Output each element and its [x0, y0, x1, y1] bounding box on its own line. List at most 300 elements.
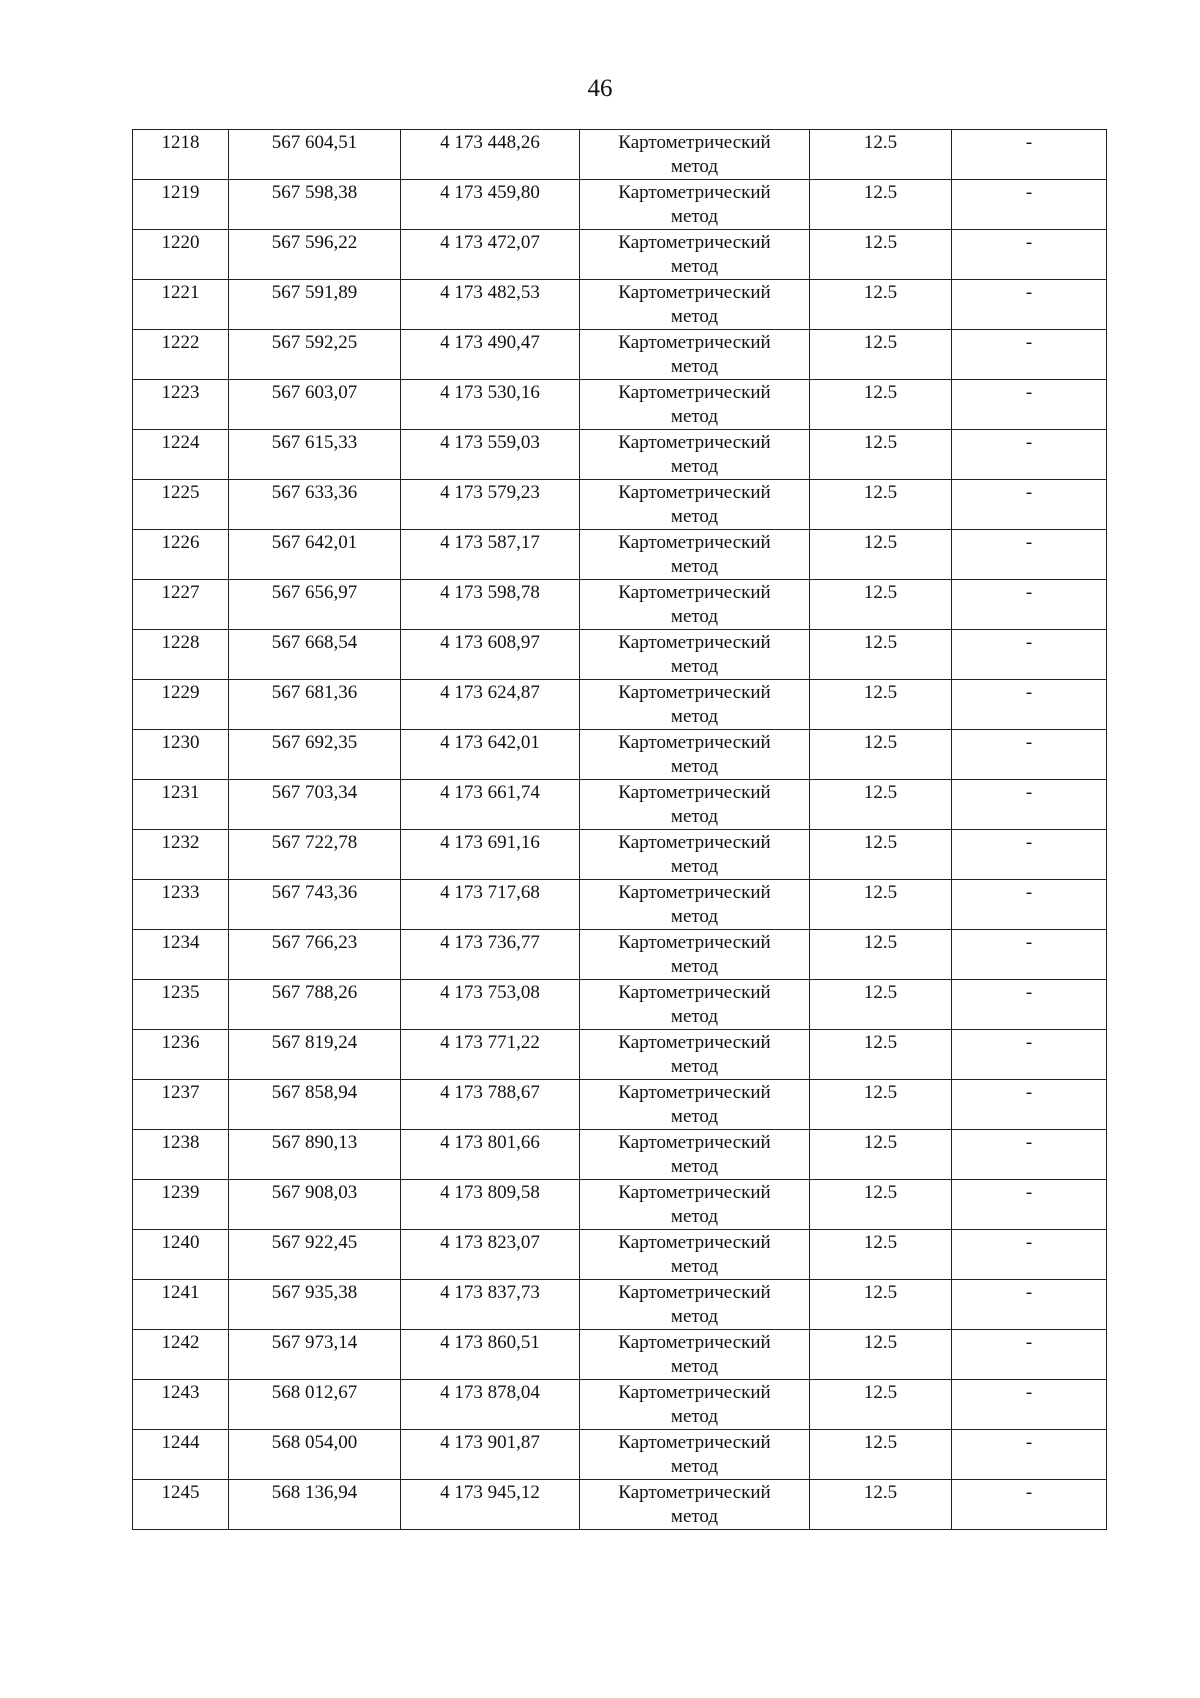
description-cell [952, 1130, 1107, 1180]
description-cell [952, 1330, 1107, 1380]
method-cell [580, 530, 810, 580]
description-text: - [1025, 682, 1033, 703]
method-text-line1: Картометрический [618, 1382, 771, 1403]
accuracy-text: 12.5 [863, 832, 898, 853]
accuracy-text: 12.5 [863, 132, 898, 153]
y-coordinate-cell [401, 780, 580, 830]
y-coordinate-text: 4 173 753,08 [440, 982, 540, 1003]
accuracy-cell [810, 1430, 952, 1480]
point-number-text: 1233 [161, 882, 200, 903]
table-row [133, 880, 1107, 930]
method-text-line1: Картометрический [618, 1082, 771, 1103]
point-number-cell [133, 130, 229, 180]
point-number-cell [133, 180, 229, 230]
x-coordinate-cell [229, 280, 401, 330]
x-coordinate-cell [229, 1080, 401, 1130]
x-coordinate-cell [229, 1430, 401, 1480]
table-row [133, 830, 1107, 880]
description-cell [952, 380, 1107, 430]
method-text-line2: метод [670, 1406, 719, 1427]
accuracy-text: 12.5 [863, 632, 898, 653]
x-coordinate-cell [229, 780, 401, 830]
y-coordinate-cell [401, 980, 580, 1030]
y-coordinate-text: 4 173 823,07 [440, 1232, 540, 1253]
page-number: 46 [587, 75, 613, 102]
point-number-text: 1241 [161, 1282, 200, 1303]
table-row [133, 480, 1107, 530]
y-coordinate-cell [401, 1280, 580, 1330]
method-text-line2: метод [670, 656, 719, 677]
accuracy-text: 12.5 [863, 582, 898, 603]
method-cell [580, 580, 810, 630]
description-cell [952, 1180, 1107, 1230]
table-row [133, 1480, 1107, 1530]
description-cell [952, 1280, 1107, 1330]
point-number-text: 1240 [161, 1232, 200, 1253]
table-row [133, 630, 1107, 680]
method-text-line2: метод [670, 556, 719, 577]
description-cell [952, 680, 1107, 730]
method-cell [580, 180, 810, 230]
y-coordinate-cell [401, 580, 580, 630]
description-text: - [1025, 182, 1033, 203]
point-number-text: 1244 [161, 1432, 200, 1453]
y-coordinate-cell [401, 830, 580, 880]
method-text-line2: метод [670, 156, 719, 177]
method-text-line1: Картометрический [618, 1232, 771, 1253]
x-coordinate-cell [229, 830, 401, 880]
method-text-line2: метод [670, 1256, 719, 1277]
accuracy-text: 12.5 [863, 532, 898, 553]
accuracy-cell [810, 730, 952, 780]
point-number-cell [133, 430, 229, 480]
x-coordinate-text: 567 703,34 [271, 782, 358, 803]
table-row [133, 130, 1107, 180]
accuracy-text: 12.5 [863, 282, 898, 303]
y-coordinate-text: 4 173 771,22 [440, 1032, 540, 1053]
table-row [133, 380, 1107, 430]
point-number-text: 1236 [161, 1032, 200, 1053]
accuracy-text: 12.5 [863, 482, 898, 503]
method-cell [580, 1430, 810, 1480]
accuracy-cell [810, 1230, 952, 1280]
table-row [133, 230, 1107, 280]
point-number-text: 1221 [161, 282, 200, 303]
description-cell [952, 480, 1107, 530]
description-text: - [1025, 1132, 1033, 1153]
point-number-cell [133, 1230, 229, 1280]
description-text: - [1025, 732, 1033, 753]
table-row [133, 430, 1107, 480]
x-coordinate-cell [229, 480, 401, 530]
method-text-line2: метод [670, 706, 719, 727]
method-text-line1: Картометрический [618, 732, 771, 753]
point-number-cell [133, 1480, 229, 1530]
description-cell [952, 280, 1107, 330]
description-cell [952, 230, 1107, 280]
method-text-line2: метод [670, 306, 719, 327]
y-coordinate-text: 4 173 490,47 [440, 332, 540, 353]
accuracy-cell [810, 780, 952, 830]
accuracy-cell [810, 430, 952, 480]
y-coordinate-cell [401, 1230, 580, 1280]
method-text-line1: Картометрический [618, 382, 771, 403]
method-text-line1: Картометрический [618, 1432, 771, 1453]
method-text-line2: метод [670, 356, 719, 377]
accuracy-text: 12.5 [863, 982, 898, 1003]
y-coordinate-cell [401, 730, 580, 780]
y-coordinate-cell [401, 330, 580, 380]
point-number-text: 1224 [161, 432, 200, 453]
x-coordinate-cell [229, 1480, 401, 1530]
point-number-cell [133, 1030, 229, 1080]
coordinates-table [132, 129, 1107, 1530]
accuracy-text: 12.5 [863, 732, 898, 753]
method-text-line2: метод [670, 956, 719, 977]
table-row [133, 1230, 1107, 1280]
method-cell [580, 1130, 810, 1180]
method-text-line2: метод [670, 606, 719, 627]
description-text: - [1025, 1232, 1033, 1253]
description-text: - [1025, 882, 1033, 903]
method-text-line1: Картометрический [618, 1482, 771, 1503]
y-coordinate-cell [401, 230, 580, 280]
point-number-cell [133, 230, 229, 280]
x-coordinate-text: 568 012,67 [271, 1382, 358, 1403]
method-cell [580, 330, 810, 380]
x-coordinate-text: 567 604,51 [271, 132, 358, 153]
accuracy-cell [810, 980, 952, 1030]
method-cell [580, 480, 810, 530]
x-coordinate-text: 567 615,33 [271, 432, 358, 453]
y-coordinate-text: 4 173 642,01 [440, 732, 540, 753]
x-coordinate-text: 567 642,01 [271, 532, 358, 553]
point-number-cell [133, 1180, 229, 1230]
description-text: - [1025, 1332, 1033, 1353]
description-text: - [1025, 782, 1033, 803]
description-cell [952, 430, 1107, 480]
accuracy-text: 12.5 [863, 1132, 898, 1153]
y-coordinate-cell [401, 1030, 580, 1080]
point-number-text: 1232 [161, 832, 200, 853]
y-coordinate-text: 4 173 448,26 [440, 132, 540, 153]
method-text-line1: Картометрический [618, 832, 771, 853]
method-text-line2: метод [670, 256, 719, 277]
method-text-line2: метод [670, 856, 719, 877]
method-cell [580, 1380, 810, 1430]
method-cell [580, 380, 810, 430]
point-number-text: 1230 [161, 732, 200, 753]
accuracy-cell [810, 480, 952, 530]
x-coordinate-text: 567 722,78 [271, 832, 358, 853]
method-text-line2: метод [670, 456, 719, 477]
method-text-line2: метод [670, 1206, 719, 1227]
method-cell [580, 1230, 810, 1280]
point-number-cell [133, 1130, 229, 1180]
point-number-cell [133, 830, 229, 880]
y-coordinate-cell [401, 1430, 580, 1480]
x-coordinate-text: 567 692,35 [271, 732, 358, 753]
table-row [133, 1030, 1107, 1080]
table-row [133, 680, 1107, 730]
y-coordinate-text: 4 173 661,74 [440, 782, 540, 803]
y-coordinate-text: 4 173 878,04 [440, 1382, 540, 1403]
x-coordinate-cell [229, 930, 401, 980]
x-coordinate-cell [229, 130, 401, 180]
description-cell [952, 330, 1107, 380]
accuracy-cell [810, 630, 952, 680]
y-coordinate-text: 4 173 579,23 [440, 482, 540, 503]
accuracy-cell [810, 1480, 952, 1530]
table-row [133, 930, 1107, 980]
y-coordinate-text: 4 173 736,77 [440, 932, 540, 953]
point-number-cell [133, 730, 229, 780]
accuracy-text: 12.5 [863, 932, 898, 953]
accuracy-text: 12.5 [863, 1082, 898, 1103]
method-cell [580, 1080, 810, 1130]
method-text-line2: метод [670, 206, 719, 227]
x-coordinate-cell [229, 180, 401, 230]
description-text: - [1025, 332, 1033, 353]
accuracy-cell [810, 1030, 952, 1080]
description-text: - [1025, 832, 1033, 853]
point-number-text: 1219 [161, 182, 200, 203]
y-coordinate-text: 4 173 624,87 [440, 682, 540, 703]
y-coordinate-text: 4 173 559,03 [440, 432, 540, 453]
accuracy-text: 12.5 [863, 332, 898, 353]
y-coordinate-cell [401, 1480, 580, 1530]
x-coordinate-cell [229, 580, 401, 630]
accuracy-cell [810, 680, 952, 730]
description-cell [952, 580, 1107, 630]
point-number-text: 1243 [161, 1382, 200, 1403]
point-number-cell [133, 1330, 229, 1380]
point-number-cell [133, 1280, 229, 1330]
y-coordinate-cell [401, 1180, 580, 1230]
description-cell [952, 180, 1107, 230]
method-text-line1: Картометрический [618, 532, 771, 553]
accuracy-cell [810, 580, 952, 630]
method-cell [580, 280, 810, 330]
x-coordinate-cell [229, 1180, 401, 1230]
point-number-cell [133, 480, 229, 530]
point-number-cell [133, 580, 229, 630]
y-coordinate-text: 4 173 901,87 [440, 1432, 540, 1453]
point-number-cell [133, 780, 229, 830]
x-coordinate-text: 567 788,26 [271, 982, 358, 1003]
x-coordinate-text: 567 603,07 [271, 382, 358, 403]
description-text: - [1025, 282, 1033, 303]
y-coordinate-cell [401, 180, 580, 230]
point-number-text: 1225 [161, 482, 200, 503]
y-coordinate-cell [401, 530, 580, 580]
table-row [133, 180, 1107, 230]
x-coordinate-text: 567 598,38 [271, 182, 358, 203]
method-text-line2: метод [670, 506, 719, 527]
description-text: - [1025, 532, 1033, 553]
x-coordinate-text: 568 054,00 [271, 1432, 358, 1453]
description-text: - [1025, 932, 1033, 953]
description-cell [952, 1030, 1107, 1080]
accuracy-cell [810, 380, 952, 430]
accuracy-cell [810, 130, 952, 180]
accuracy-cell [810, 930, 952, 980]
description-cell [952, 1430, 1107, 1480]
description-cell [952, 830, 1107, 880]
method-cell [580, 630, 810, 680]
description-text: - [1025, 1282, 1033, 1303]
point-number-text: 1245 [161, 1482, 200, 1503]
description-text: - [1025, 382, 1033, 403]
y-coordinate-cell [401, 1080, 580, 1130]
x-coordinate-cell [229, 730, 401, 780]
description-text: - [1025, 482, 1033, 503]
x-coordinate-text: 567 908,03 [271, 1182, 358, 1203]
description-text: - [1025, 1382, 1033, 1403]
method-text-line1: Картометрический [618, 332, 771, 353]
method-text-line2: метод [670, 756, 719, 777]
x-coordinate-cell [229, 330, 401, 380]
description-cell [952, 1080, 1107, 1130]
x-coordinate-cell [229, 380, 401, 430]
table-row [133, 280, 1107, 330]
table-row [133, 1180, 1107, 1230]
method-text-line2: метод [670, 1006, 719, 1027]
point-number-cell [133, 330, 229, 380]
point-number-text: 1234 [161, 932, 200, 953]
accuracy-cell [810, 530, 952, 580]
description-text: - [1025, 1082, 1033, 1103]
y-coordinate-cell [401, 1130, 580, 1180]
method-cell [580, 830, 810, 880]
table-row [133, 580, 1107, 630]
point-number-text: 1223 [161, 382, 200, 403]
point-number-text: 1227 [161, 582, 200, 603]
method-text-line1: Картометрический [618, 432, 771, 453]
x-coordinate-cell [229, 1030, 401, 1080]
point-number-cell [133, 280, 229, 330]
x-coordinate-text: 567 766,23 [271, 932, 358, 953]
x-coordinate-cell [229, 1380, 401, 1430]
method-text-line1: Картометрический [618, 1182, 771, 1203]
table-row [133, 1080, 1107, 1130]
description-text: - [1025, 432, 1033, 453]
y-coordinate-text: 4 173 788,67 [440, 1082, 540, 1103]
method-text-line1: Картометрический [618, 882, 771, 903]
description-text: - [1025, 1482, 1033, 1503]
accuracy-cell [810, 880, 952, 930]
table-row [133, 730, 1107, 780]
method-text-line2: метод [670, 1356, 719, 1377]
method-cell [580, 680, 810, 730]
table-row [133, 1430, 1107, 1480]
description-text: - [1025, 982, 1033, 1003]
method-text-line2: метод [670, 1306, 719, 1327]
accuracy-cell [810, 1180, 952, 1230]
x-coordinate-cell [229, 1230, 401, 1280]
y-coordinate-text: 4 173 608,97 [440, 632, 540, 653]
accuracy-text: 12.5 [863, 782, 898, 803]
method-cell [580, 730, 810, 780]
accuracy-text: 12.5 [863, 1332, 898, 1353]
point-number-text: 1226 [161, 532, 200, 553]
description-cell [952, 1230, 1107, 1280]
accuracy-text: 12.5 [863, 882, 898, 903]
point-number-cell [133, 1080, 229, 1130]
table-row [133, 1280, 1107, 1330]
y-coordinate-cell [401, 930, 580, 980]
point-number-text: 1229 [161, 682, 200, 703]
point-number-text: 1242 [161, 1332, 200, 1353]
y-coordinate-cell [401, 630, 580, 680]
description-cell [952, 980, 1107, 1030]
method-text-line1: Картометрический [618, 1282, 771, 1303]
method-text-line2: метод [670, 1506, 719, 1527]
accuracy-cell [810, 830, 952, 880]
method-text-line1: Картометрический [618, 782, 771, 803]
x-coordinate-text: 567 668,54 [271, 632, 358, 653]
x-coordinate-cell [229, 630, 401, 680]
table-row [133, 1330, 1107, 1380]
x-coordinate-cell [229, 980, 401, 1030]
accuracy-text: 12.5 [863, 1282, 898, 1303]
point-number-text: 1235 [161, 982, 200, 1003]
accuracy-text: 12.5 [863, 1182, 898, 1203]
coordinates-table-body [133, 130, 1107, 1530]
method-cell [580, 1030, 810, 1080]
point-number-text: 1228 [161, 632, 200, 653]
accuracy-cell [810, 280, 952, 330]
x-coordinate-text: 567 858,94 [271, 1082, 358, 1103]
accuracy-cell [810, 1130, 952, 1180]
accuracy-cell [810, 230, 952, 280]
accuracy-cell [810, 330, 952, 380]
accuracy-cell [810, 1330, 952, 1380]
description-cell [952, 630, 1107, 680]
method-text-line1: Картометрический [618, 582, 771, 603]
method-text-line1: Картометрический [618, 632, 771, 653]
x-coordinate-cell [229, 680, 401, 730]
y-coordinate-text: 4 173 530,16 [440, 382, 540, 403]
y-coordinate-cell [401, 430, 580, 480]
table-row [133, 530, 1107, 580]
method-cell [580, 130, 810, 180]
accuracy-text: 12.5 [863, 182, 898, 203]
y-coordinate-text: 4 173 459,80 [440, 182, 540, 203]
accuracy-cell [810, 1280, 952, 1330]
point-number-cell [133, 880, 229, 930]
y-coordinate-text: 4 173 801,66 [440, 1132, 540, 1153]
method-cell [580, 230, 810, 280]
y-coordinate-cell [401, 380, 580, 430]
y-coordinate-cell [401, 1330, 580, 1380]
x-coordinate-text: 567 935,38 [271, 1282, 358, 1303]
method-text-line1: Картометрический [618, 132, 771, 153]
x-coordinate-text: 568 136,94 [271, 1482, 358, 1503]
y-coordinate-cell [401, 880, 580, 930]
point-number-cell [133, 1430, 229, 1480]
description-text: - [1025, 1182, 1033, 1203]
point-number-text: 1231 [161, 782, 200, 803]
method-text-line1: Картометрический [618, 182, 771, 203]
method-text-line2: метод [670, 1056, 719, 1077]
x-coordinate-cell [229, 530, 401, 580]
y-coordinate-cell [401, 1380, 580, 1430]
accuracy-text: 12.5 [863, 382, 898, 403]
y-coordinate-text: 4 173 945,12 [440, 1482, 540, 1503]
method-text-line1: Картометрический [618, 1032, 771, 1053]
table-row [133, 330, 1107, 380]
